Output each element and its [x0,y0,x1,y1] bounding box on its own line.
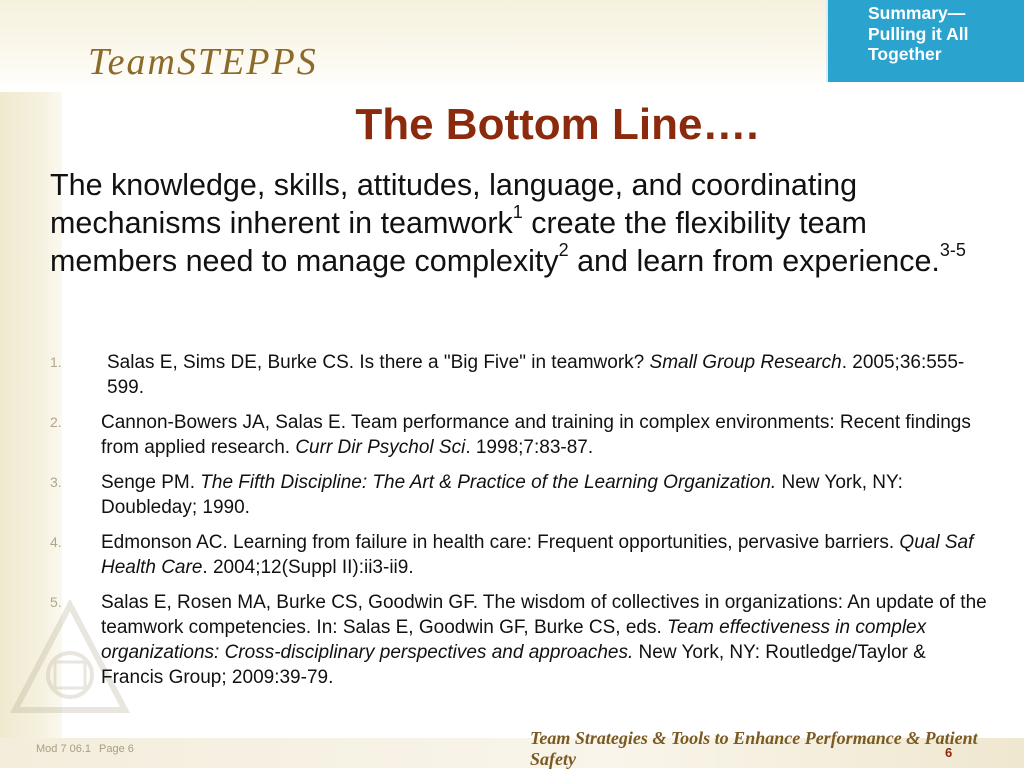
reference-pre: Salas E, Rosen MA, Burke CS, Goodwin GF. The wisdom of collectives in organizations: An update of the teamwork competencies. In: Salas E, Goodwin GF, Burke CS, eds. [101,592,987,638]
reference-item [0,470,1000,520]
citation-sup-2: 2 [558,239,569,260]
slide-title: The Bottom Line…. [355,100,759,149]
reference-number: 4. [50,534,62,550]
reference-journal: Team effectiveness in complex organizations: Cross-disciplinary perspectives and approaches. [101,617,927,663]
reference-text [0,530,1000,580]
intro-text-3: and learn from experience. [568,244,940,278]
section-box-text: Summary—Pulling it All Together [868,3,969,64]
reference-pre: Senge PM. [101,472,201,493]
reference-text [0,350,1000,400]
intro-text-2: create the flexibility team members need to manage complexity [50,206,867,278]
reference-text [0,590,1000,690]
reference-pre: Edmonson AC. Learning from failure in health care: Frequent opportunities, pervasive barriers. [101,532,900,553]
reference-journal: The Fifth Discipline: The Art & Practice of the Learning Organization. [200,472,777,493]
reference-journal: Curr Dir Psychol Sci [295,437,466,458]
reference-pre: Cannon-Bowers JA, Salas E. Team performance and training in complex environments: Recent findings from applied research. [101,412,971,458]
reference-number: 2. [50,414,62,430]
reference-text [0,410,1000,460]
reference-post: . 2005;36:555-599. [107,352,965,398]
reference-pre: Salas E, Sims DE, Burke CS. Is there a "Big Five" in teamwork? [107,352,650,373]
reference-text [0,470,1000,520]
page-number: 6 [945,745,953,760]
section-box [826,0,1024,82]
footer-module: Mod 7 06.1 [36,743,92,755]
reference-item [0,350,1000,400]
intro-paragraph [50,166,1000,280]
footer-module-info [36,743,134,755]
reference-post: . 2004;12(Suppl II):ii3-ii9. [202,557,414,578]
reference-item [0,410,1000,460]
footer-page-label: Page 6 [99,743,134,755]
citation-sup-3: 3-5 [939,239,966,260]
reference-item [0,590,1000,690]
reference-journal: Qual Saf Health Care [101,532,974,578]
reference-journal: Small Group Research [649,352,842,373]
citation-sup-1: 1 [512,201,523,222]
reference-list [0,350,1000,700]
reference-number: 1. [50,354,62,370]
intro-text-1: The knowledge, skills, attitudes, language, and coordinating mechanisms inherent in teamwork [50,168,858,240]
teamstepps-logo: TeamSTEPPS [88,41,318,83]
reference-post: New York, NY: Routledge/Taylor & Francis Group; 2009:39-79. [101,642,926,688]
reference-number: 5. [50,594,62,610]
reference-item [0,530,1000,580]
footer-tagline: Team Strategies & Tools to Enhance Performance & Patient Safety [530,728,978,769]
reference-post: New York, NY: Doubleday; 1990. [101,472,903,518]
reference-number: 3. [50,474,62,490]
reference-post: . 1998;7:83-87. [465,437,594,458]
